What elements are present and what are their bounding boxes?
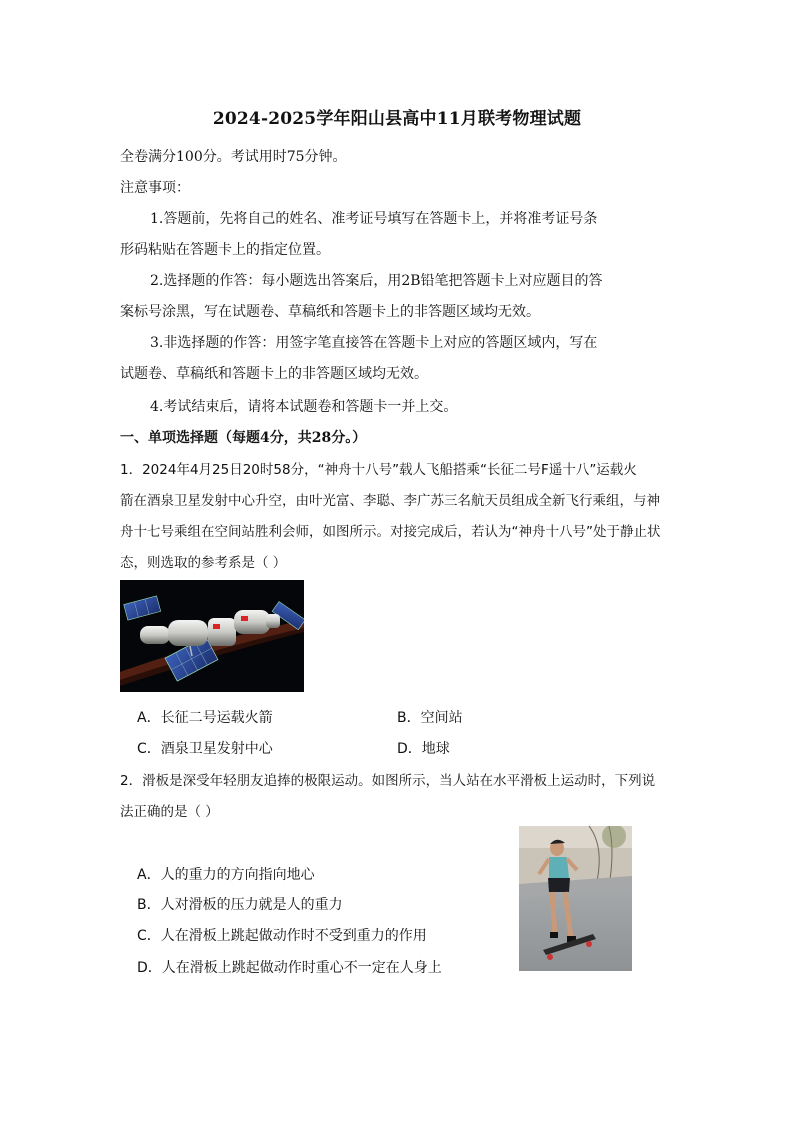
notice-line: 形码粘贴在答题卡上的指定位置。 — [120, 242, 330, 258]
q1-option-d: D．地球 — [397, 741, 450, 757]
notice-line: 2.选择题的作答：每小题选出答案后，用2B铅笔把答题卡上对应题目的答 — [150, 273, 603, 289]
notice-line: 案标号涂黑，写在试题卷、草稿纸和答题卡上的非答题区域均无效。 — [120, 304, 540, 320]
notice-line: 4.考试结束后，请将本试题卷和答题卡一并上交。 — [150, 399, 458, 415]
q2-option-b: B．人对滑板的压力就是人的重力 — [137, 897, 343, 913]
q1-stem-line: 1．2024年4月25日20时58分，“神舟十八号”载人飞船搭乘“长征二号F遥十八”运载火 — [120, 462, 637, 478]
q1-option-b: B．空间站 — [397, 710, 463, 726]
q2-option-d: D．人在滑板上跳起做动作时重心不一定在人身上 — [137, 960, 442, 976]
q2-stem-line: 2．滑板是深受年轻朋友追捧的极限运动。如图所示，当人站在水平滑板上运动时，下列说 — [120, 773, 656, 789]
q1-option-a: A．长征二号运载火箭 — [137, 710, 273, 726]
notice-heading: 注意事项： — [120, 180, 190, 196]
notice-line: 试题卷、草稿纸和答题卡上的非答题区域均无效。 — [120, 366, 428, 382]
notice-line: 3.非选择题的作答：用签字笔直接答在答题卡上对应的答题区域内，写在 — [150, 335, 598, 351]
q1-option-c: C．酒泉卫星发射中心 — [137, 741, 273, 757]
full-marks-text: 全卷满分100分。考试用时75分钟。 — [120, 149, 347, 165]
q2-stem-line: 法正确的是（ ） — [120, 804, 219, 820]
q2-option-a: A．人的重力的方向指向地心 — [137, 867, 315, 883]
exam-title: 2024-2025学年阳山县高中11月联考物理试题 — [212, 109, 582, 129]
space-station-image — [120, 580, 304, 692]
space-station-illustration — [120, 580, 304, 692]
notice-line: 1.答题前，先将自己的姓名、准考证号填写在答题卡上，并将准考证号条 — [150, 211, 598, 227]
q1-stem-line: 态，则选取的参考系是（ ） — [120, 555, 287, 571]
skateboarder-image — [519, 826, 632, 971]
q1-stem-line: 箭在酒泉卫星发射中心升空，由叶光富、李聪、李广苏三名航天员组成全新飞行乘组，与神 — [120, 493, 660, 509]
q2-option-c: C．人在滑板上跳起做动作时不受到重力的作用 — [137, 928, 427, 944]
skateboarder-illustration — [519, 826, 632, 971]
section-heading: 一、单项选择题（每题4分，共28分。） — [120, 430, 367, 446]
q1-stem-line: 舟十七号乘组在空间站胜利会师，如图所示。对接完成后，若认为“神舟十八号”处于静止状 — [120, 524, 661, 540]
